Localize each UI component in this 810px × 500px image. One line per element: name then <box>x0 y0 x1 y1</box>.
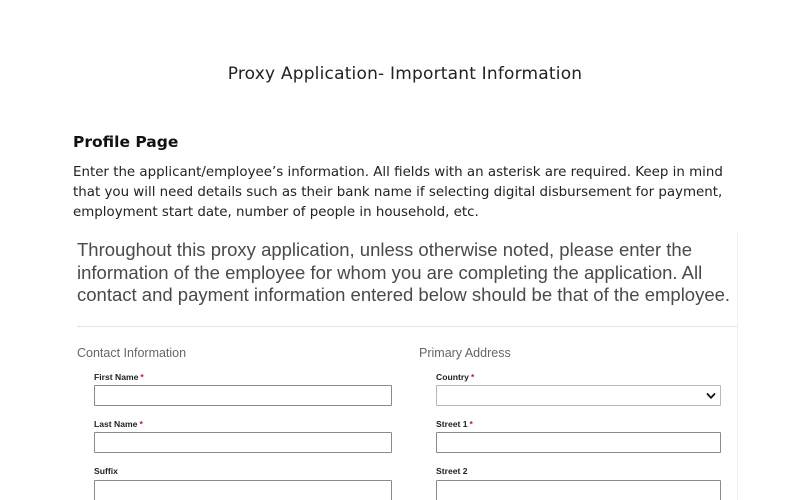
suffix-label <box>94 466 118 476</box>
intro-paragraph: Enter the applicant/employee’s information. All fields with an asterisk are required. Keep in mind that you will need details such as their bank name if selecting digital disbursement for payment, employment start date, number of people in household, etc. <box>73 165 723 220</box>
first-name-required-mark: * <box>140 372 144 382</box>
street-2-field[interactable] <box>436 480 721 500</box>
primary-address-heading: Primary Address <box>419 346 511 360</box>
screenshot-edge <box>737 231 738 500</box>
first-name-field[interactable] <box>94 385 392 406</box>
last-name-label-text: Last Name <box>94 419 138 429</box>
section-heading: Profile Page <box>73 133 179 151</box>
street-1-required-mark: * <box>469 419 473 429</box>
street-1-label-text: Street 1 <box>436 419 468 429</box>
first-name-label <box>94 372 144 382</box>
country-label <box>436 372 474 382</box>
last-name-required-mark: * <box>139 419 143 429</box>
chevron-down-icon <box>706 391 716 401</box>
street-1-label <box>436 419 473 429</box>
suffix-field[interactable] <box>94 480 392 500</box>
last-name-field[interactable] <box>94 432 392 453</box>
country-label-text: Country <box>436 372 469 382</box>
country-required-mark: * <box>470 372 475 382</box>
suffix-label-text: Suffix <box>94 466 118 476</box>
form-notice: Throughout this proxy application, unless otherwise noted, please enter the information of the employee for whom you are completing the application. All contact and payment information entered below should be that of the employee. <box>77 239 731 305</box>
country-select[interactable] <box>436 385 721 406</box>
street-2-label <box>436 466 468 476</box>
contact-information-heading: Contact Information <box>77 346 187 360</box>
form-screenshot <box>71 231 738 500</box>
street-2-label-text: Street 2 <box>436 466 468 476</box>
form-divider <box>77 326 737 327</box>
document-title: Proxy Application- Important Information <box>227 64 583 84</box>
last-name-label <box>94 419 143 429</box>
first-name-label-text: First Name <box>94 372 139 382</box>
street-1-field[interactable] <box>436 432 721 453</box>
